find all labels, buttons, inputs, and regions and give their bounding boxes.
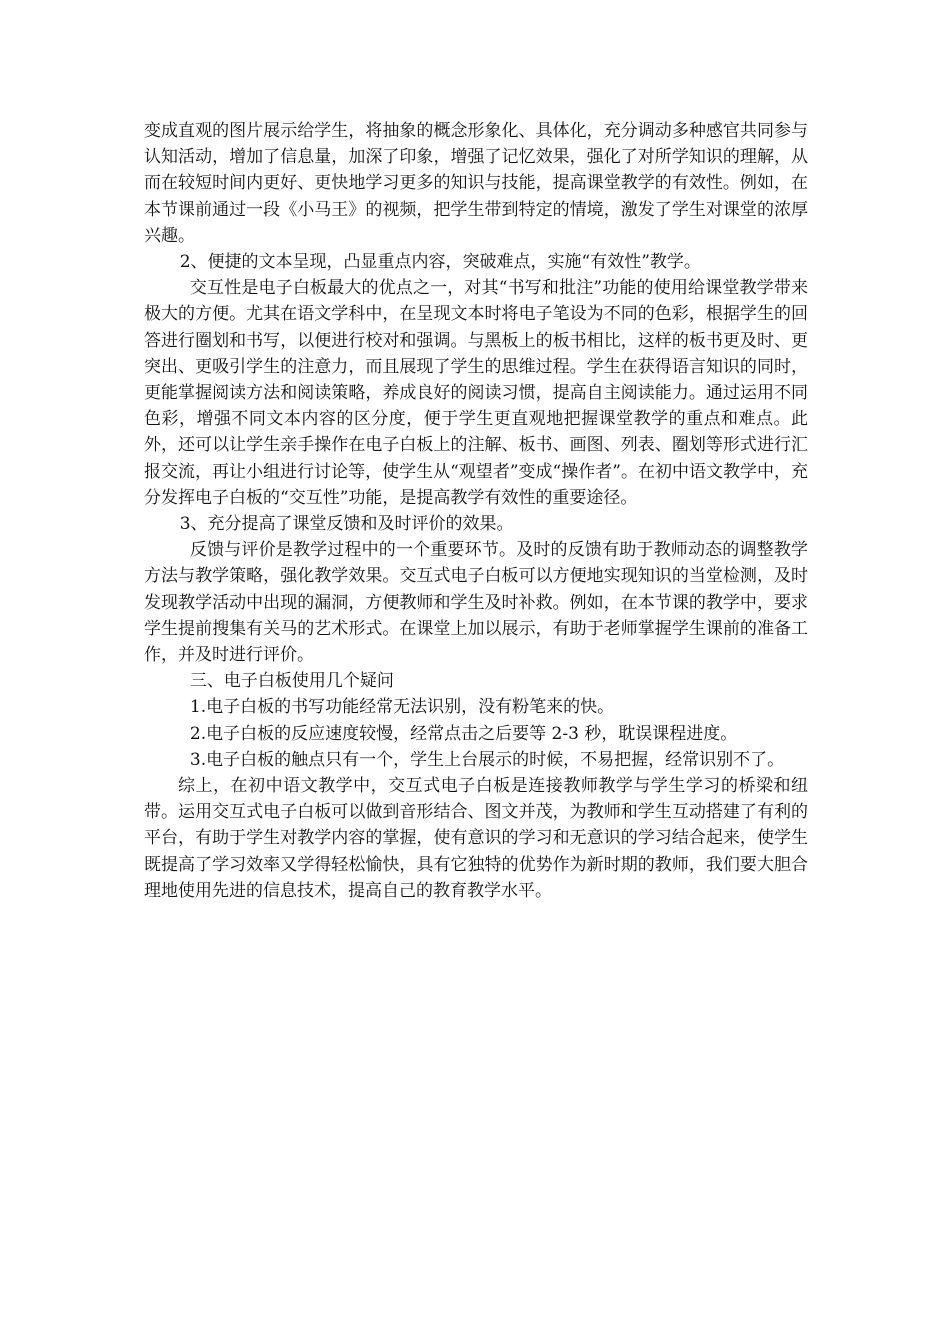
document-body: [144, 118, 808, 904]
subheading-2: 2、便捷的文本呈现，凸显重点内容，突破难点，实施“有效性”教学。: [179, 252, 701, 273]
paragraph-feedback: 反馈与评价是教学过程中的一个重要环节。及时的反馈有助于教师动态的调整教学方法与教学策略，强化教学效果。交互式电子白板可以方便地实现知识的当堂检测，及时发现教学活动中出现的漏洞，方便教师和学生及时补救。例如，在本节课的教学中，要求学生提前搜集有关马的艺术形式。在课堂上加以展示，有助于老师掌握学生课前的准备工作，并及时进行评价。: [144, 540, 808, 666]
section-heading-3: 三、电子白板使用几个疑问: [189, 671, 394, 692]
subheading-3: 3、充分提高了课堂反馈和及时评价的效果。: [179, 514, 514, 535]
list-item: 3.电子白板的触点只有一个，学生上台展示的时候，不易把握，经常识别不了。: [189, 749, 785, 770]
paragraph-interactivity: 交互性是电子白板最大的优点之一，对其“书写和批注”功能的使用给课堂教学带来极大的方便。尤其在语文学科中，在呈现文本时将电子笔设为不同的色彩，根据学生的回答进行圈划和书写，以便进行校对和强调。与黑板上的板书相比，这样的板书更及时、更突出、更吸引学生的注意力，而且展现了学生的思维过程。学生在获得语言知识的同时，更能掌握阅读方法和阅读策略，养成良好的阅读习惯，提高自主阅读能力。通过运用不同色彩，增强不同文本内容的区分度，便于学生更直观地把握课堂教学的重点和难点。此外，还可以让学生亲手操作在电子白板上的注解、板书、画图、列表、圈划等形式进行汇报交流，再让小组进行讨论等，使学生从“观望者”变成“操作者”。在初中语文教学中，充分发挥电子白板的“交互性”功能，是提高教学有效性的重要途径。: [144, 278, 808, 508]
list-item: 1.电子白板的书写功能经常无法识别，没有粉笔来的快。: [189, 697, 615, 718]
paragraph-intro: 变成直观的图片展示给学生，将抽象的概念形象化、具体化，充分调动多种感官共同参与认知活动，增加了信息量，加深了印象，增强了记忆效果，强化了对所学知识的理解，从而在较短时间内更好、更快地学习更多的知识与技能，提高课堂教学的有效性。例如，在本节课前通过一段《小马王》的视频，把学生带到特定的情境，激发了学生对课堂的浓厚兴趣。: [144, 121, 808, 246]
list-item: 2.电子白板的反应速度较慢，经常点击之后要等 2-3 秒，耽误课程进度。: [189, 723, 738, 744]
paragraph-conclusion: 综上，在初中语文教学中，交互式电子白板是连接教师教学与学生学习的桥梁和纽带。运用交互式电子白板可以做到音形结合、图文并茂，为教师和学生互动搭建了有利的平台，有助于学生对教学内容的掌握，使有意识的学习和无意识的学习结合起来，使学生既提高了学习效率又学得轻松愉快，具有它独特的优势作为新时期的教师，我们要大胆合理地使用先进的信息技术，提高自己的教育教学水平。: [144, 776, 808, 901]
